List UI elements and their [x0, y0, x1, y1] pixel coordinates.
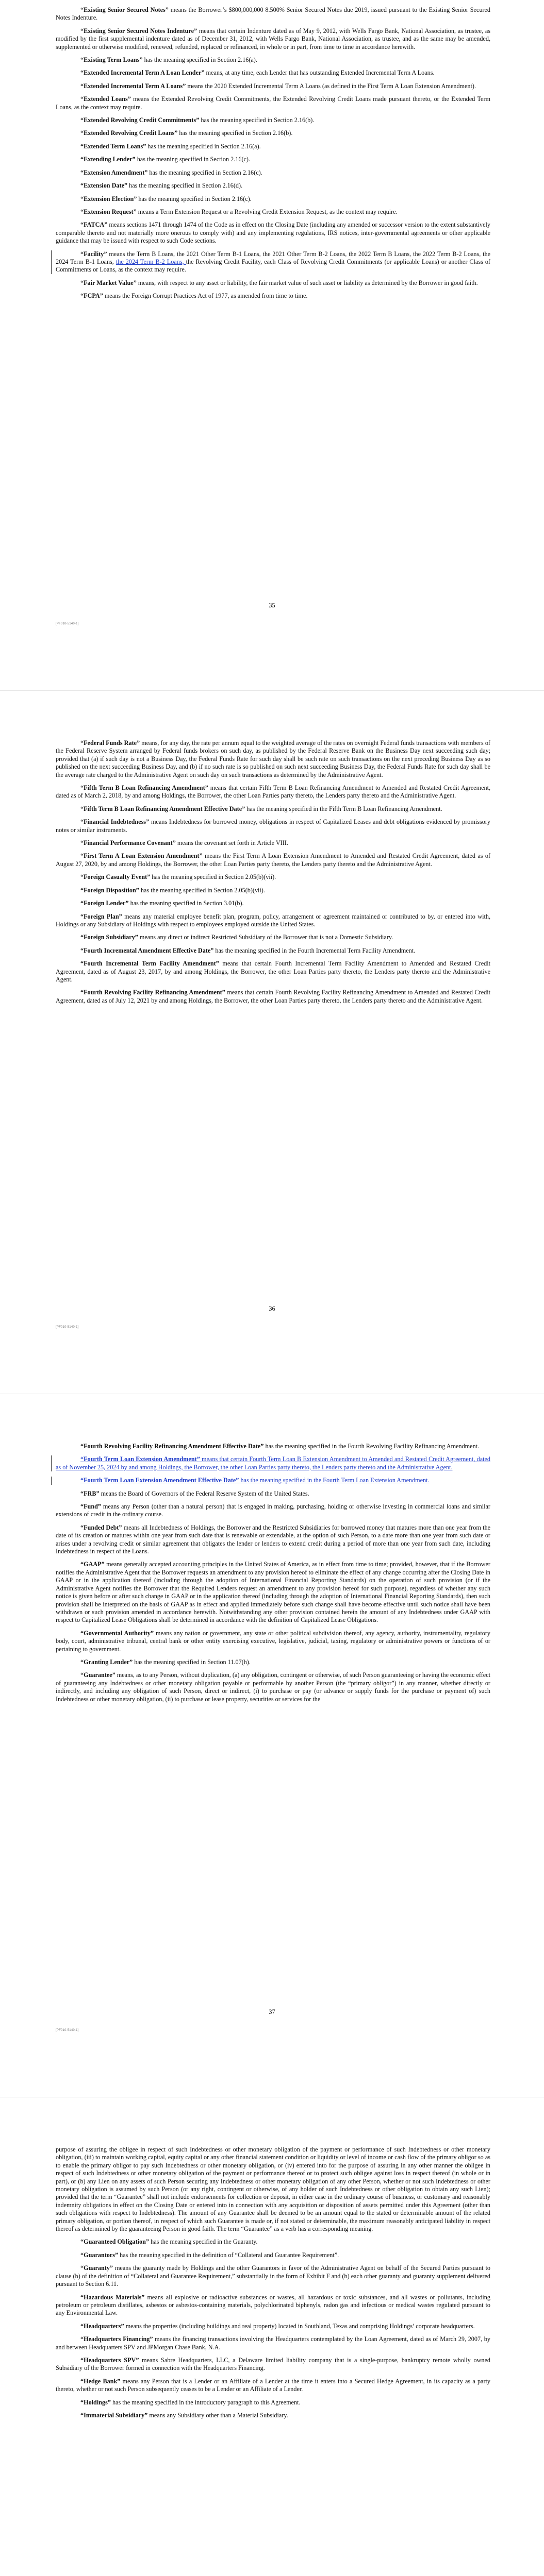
- definition-text: means any Person that is a Lender or an Affiliate of a Lender at the time it enters into a Secured Hedge Agreement, in its capacity as a party thereto, whether or not such Person subsequently ceases to be a Lender or an Affiliate of a Lender.: [56, 2377, 490, 2393]
- defined-term: “Extended Revolving Credit Loans”: [80, 129, 178, 137]
- defined-term: “Fourth Revolving Facility Refinancing Amendment Effective Date”: [80, 1443, 264, 1450]
- definition-text: has the meaning specified in Section 2.16(c).: [137, 195, 252, 202]
- definition: [56, 116, 490, 124]
- document-id: [PF010-5140-1]: [56, 2029, 79, 2032]
- defined-term-text: Fund: [84, 1503, 98, 1511]
- defined-term-text: Headquarters Financing: [84, 2335, 150, 2343]
- defined-term-text: Extended Incremental Term A Loan Lender: [84, 69, 202, 77]
- defined-term: “Existing Term Loans”: [80, 56, 143, 64]
- page-number: 37: [269, 2008, 275, 2015]
- definition-text: means that certain Indenture dated as of May 9, 2012, with Wells Fargo Bank, National Association, as trustee, as modified by the first supplemental indenture dated as of December 31, 2012, with Wells Fargo Bank, National Association, as trustee, and as the same may be amended, supplemented or otherwise modified, renewed, refunded, replaced or refinanced, in whole or in part, from time to time in accordance herewith.: [56, 27, 490, 50]
- defined-term-text: Headquarters SPV: [84, 2356, 136, 2364]
- defined-term: “GAAP”: [80, 1561, 105, 1568]
- defined-term-text: Guaranteed Obligation: [84, 2238, 146, 2246]
- defined-term: “Fair Market Value”: [80, 279, 137, 286]
- definition-text: means the Borrower’s $800,000,000 8.500% Senior Secured Notes due 2019, issued pursuant to the Existing Senior Secured Notes Indenture.: [56, 6, 490, 22]
- defined-term: “Guaranteed Obligation”: [80, 2238, 150, 2246]
- definition-text: the Revolving Credit Facility, each Class of Revolving Credit Commitments (or applicable Loans) or another Class of Commitments or Loans, as the context may require.: [56, 258, 490, 274]
- defined-term-text: FATCA: [84, 221, 105, 229]
- defined-term: “Granting Lender”: [80, 1658, 133, 1666]
- definition-text: means, as to any Person, without duplication, (a) any obligation, contingent or otherwise, of such Person guaranteeing or having the economic effect of guaranteeing any Indebtedness or other monetary obligation payable or performable by another Person (the “primary obligor”) in any manner, whether directly or indirectly, and including any obligation of such Person, direct or indirect, (i) to purchase or pay (or advance or supply funds for the purchase or payment of) such Indebtedness or other monetary obligation, (ii) to purchase or lease property, securities or services for the: [56, 1671, 490, 1703]
- page-number: 36: [269, 1305, 275, 1312]
- definition: [56, 1490, 490, 1498]
- definition: [56, 156, 490, 163]
- defined-term: “Extended Incremental Term A Loan Lender”: [80, 69, 205, 77]
- defined-term: “Headquarters SPV”: [80, 2356, 139, 2364]
- definition: [56, 208, 490, 216]
- defined-term-text: Fourth Incremental Term Facility Amendment: [84, 960, 216, 968]
- definition-text: means the First Term A Loan Extension Amendment to Amended and Restated Credit Agreement, dated as of August 27, 2020, by and among Holdings, the Borrower, the other Loan Parties party thereto, the Lenders party thereto and the Administrative Agent.: [56, 852, 491, 868]
- definition-text: means sections 1471 through 1474 of the Code as in effect on the Closing Date (including any amended or successor version to the extent substantively comparable thereto and not materially more onerous to comply with) and any implementing regulations, IRS notices, inter-governmental agreements or other applicable guidance that may be issued with respect to such Code sections.: [56, 221, 490, 245]
- defined-term-text: Extended Term Loans: [84, 142, 143, 150]
- defined-term: “Federal Funds Rate”: [80, 739, 140, 747]
- definition: [56, 1561, 490, 1624]
- defined-term: “Financial Performance Covenant”: [80, 839, 176, 847]
- defined-term: “FCPA”: [80, 292, 103, 300]
- definition-text: means the Extended Revolving Credit Commitments, the Extended Revolving Credit Loans made pursuant thereto, or the Extended Term Loans, as the context may require.: [56, 95, 490, 111]
- definition: [56, 1671, 490, 1703]
- defined-term-text: Fourth Term Loan Extension Amendment Effective Date: [84, 1477, 236, 1484]
- defined-term: “Foreign Disposition”: [80, 886, 139, 894]
- page-35: [0, 0, 544, 690]
- definition-text: purpose of assuring the obligee in respect of such Indebtedness or other monetary obligation of the payment or performance of such Indebtedness or other monetary obligation, (iii) to maintain working capital, equity capital or any other financial statement condition or liquidity or level of income or cash flow of the primary obligor so as to enable the primary obligor to pay such Indebtedness or other monetary obligation, or (iv) entered into for the purpose of assuring in any other manner the obligee in respect of such Indebtedness or other monetary obligation of the payment or performance thereof or to protect such obligee against loss in respect thereof (in whole or in part), or (b) any Lien on any assets of such Person securing any Indebtedness or other monetary obligation of any other Person, whether or not such Indebtedness or other monetary obligation is assumed by such Person (or any right, contingent or otherwise, of any holder of such Indebtedness or other obligation to obtain any such Lien); provided that the term “Guarantee” shall not include endorsements for collection or deposit, in either case in the ordinary course of business, or customary and reasonably indemnity obligations in effect on the Closing Date or entered into in connection with any acquisition or disposition of assets permitted under this Agreement (other than such obligations with respect to Indebtedness). The amount of any Guarantee shall be deemed to be an amount equal to the stated or determinable amount of the related primary obligation, or portion thereof, in respect of which such Guarantee is made or, if not stated or determinable, the maximum reasonably anticipated liability in respect thereof as determined by the guaranteeing Person in good faith. The term “Guarantee” as a verb has a corresponding meaning.: [56, 2146, 490, 2233]
- defined-term: “Governmental Authority”: [80, 1629, 154, 1637]
- definition-text: means all Indebtedness of Holdings, the Borrower and the Restricted Subsidiaries for borrowed money that matures more than one year from the date of its creation or matures within one year from such date that is renewable or extendable, at the option of such Person, to a date more than one year from such date or arises under a revolving credit or similar agreement that obligates the lender or lenders to extend credit during a period of more than one year from such date, including Indebtedness in respect of the Loans.: [56, 1523, 490, 1555]
- defined-term: “Extended Loans”: [80, 95, 131, 103]
- definition-continuation: [56, 2146, 490, 2233]
- defined-term: “Existing Senior Secured Notes Indenture”: [80, 27, 197, 35]
- definition: [56, 839, 490, 847]
- defined-term: “Foreign Lender”: [80, 900, 129, 907]
- defined-term-text: Financial Performance Covenant: [84, 839, 173, 847]
- definition-text: means generally accepted accounting principles in the United States of America, as in effect from time to time; provided, however, that if the Borrower notifies the Administrative Agent that the Borrower requests an amendment to any provision hereof to eliminate the effect of any change occurring after the Closing Date in GAAP or in the application thereof (including through the adoption of International Financial Reporting Standards) on the operation of such provision (or if the Administrative Agent notifies the Borrower that the Required Lenders request an amendment to any provision hereof for such purpose), regardless of whether any such notice is given before or after such change in GAAP or in the application thereof (including through the adoption of International Financial Reporting Standards), then such provision shall be interpreted on the basis of GAAP as in effect and applied immediately before such change shall have become effective until such notice shall have been withdrawn or such provision amended in accordance herewith. Notwithstanding any other provision contained herein the amount of any Indebtedness under GAAP with respect to Capitalized Lease Obligations shall be determined in accordance with the definition of Capitalized Lease Obligations.: [56, 1561, 490, 1624]
- defined-term-text: FRB: [84, 1489, 96, 1497]
- definition: [56, 1443, 490, 1450]
- defined-term: “Fourth Term Loan Extension Amendment Effective Date”: [80, 1477, 239, 1484]
- defined-term-text: Hedge Bank: [84, 2377, 118, 2385]
- defined-term: “Extended Term Loans”: [80, 142, 146, 150]
- defined-term-text: First Term A Loan Extension Amendment: [84, 852, 200, 860]
- definition: [56, 129, 490, 137]
- definition: [56, 2294, 490, 2317]
- definition-text: has the meaning specified in the introductory paragraph to this Agreement.: [110, 2398, 301, 2406]
- defined-term-text: Extension Election: [84, 195, 134, 202]
- defined-term-text: Guaranty: [84, 2264, 110, 2272]
- definition: [56, 960, 490, 984]
- definition: [56, 2378, 490, 2394]
- definition: [56, 182, 490, 190]
- defined-term-text: Foreign Plan: [84, 912, 119, 920]
- defined-term: “Extension Amendment”: [80, 168, 148, 176]
- defined-term: “Immaterial Subsidiary”: [80, 2411, 148, 2419]
- defined-term: “Foreign Plan”: [80, 912, 122, 920]
- defined-term-text: Extension Amendment: [84, 168, 145, 176]
- defined-term-text: FCPA: [84, 292, 100, 300]
- definition: [56, 989, 490, 1005]
- defined-term-text: Granting Lender: [84, 1658, 130, 1666]
- definition: [56, 1503, 490, 1519]
- defined-term-text: Extending Lender: [84, 156, 133, 163]
- definition: [56, 852, 490, 868]
- definition-text: has the meaning specified in the Fourth Revolving Facility Refinancing Amendment.: [263, 1443, 480, 1450]
- definition-text: means that certain Fourth Incremental Term Facility Amendment to Amended and Restated Credit Agreement, dated as of August 23, 2017, by and among Holdings, the Borrower, the other Loan Parties party thereto, the Lenders party thereto and the Administrative Agent.: [56, 960, 490, 983]
- definition: [56, 169, 490, 177]
- document-id: [PF010-5140-1]: [56, 622, 79, 625]
- defined-term: “Existing Senior Secured Notes”: [80, 6, 169, 13]
- definition-text: has the meaning specified in Section 2.16(b).: [177, 129, 293, 137]
- definition: [56, 292, 490, 300]
- defined-term: “First Term A Loan Extension Amendment”: [80, 852, 203, 860]
- definition: [56, 887, 490, 894]
- defined-term: “Extended Incremental Term A Loans”: [80, 82, 186, 90]
- defined-term-text: Governmental Authority: [84, 1629, 151, 1637]
- definition-text: has the meaning specified in Section 2.16(c).: [135, 156, 251, 163]
- definition-text: has the meaning specified in the Guaranty.: [149, 2238, 258, 2246]
- defined-term: “Financial Indebtedness”: [80, 818, 150, 826]
- defined-term: “Fourth Term Loan Extension Amendment”: [80, 1455, 200, 1463]
- defined-term-text: Extension Request: [84, 208, 134, 215]
- defined-term-text: Headquarters: [84, 2322, 121, 2330]
- defined-term: “Foreign Casualty Event”: [80, 873, 151, 881]
- defined-term: “FATCA”: [80, 221, 108, 229]
- defined-term-text: Fourth Revolving Facility Refinancing Amendment: [84, 989, 222, 996]
- definition-text: means a Term Extension Request or a Revolving Credit Extension Request, as the context may require.: [136, 208, 398, 215]
- definition-text: has the meaning specified in Section 2.16(a).: [146, 142, 261, 150]
- definition: [56, 2399, 490, 2406]
- defined-term: “Holdings”: [80, 2398, 111, 2406]
- definition-text: has the meaning specified in the Fourth Incremental Term Facility Amendment.: [213, 946, 416, 954]
- definition-text: means the financing transactions involving the Headquarters contemplated by the Loan Agreement, dated as of March 29, 2007, by and between Headquarters SPV and JPMorgan Chase Bank, N.A.: [56, 2335, 490, 2351]
- defined-term: “Headquarters”: [80, 2322, 124, 2330]
- definition-text: has the meaning specified in the definition of “Collateral and Guarantee Requirement”.: [118, 2251, 339, 2259]
- defined-term: “Fifth Term B Loan Refinancing Amendment Effective Date”: [80, 805, 245, 812]
- defined-term-text: Funded Debt: [84, 1523, 119, 1531]
- definition: [56, 818, 490, 834]
- definition-text: means, at any time, each Lender that has outstanding Extended Incremental Term A Loans.: [204, 69, 435, 77]
- definition: [56, 873, 490, 881]
- definition: [56, 82, 490, 90]
- definition: [56, 2323, 490, 2330]
- defined-term: “Extending Lender”: [80, 156, 136, 163]
- defined-term: “Fifth Term B Loan Refinancing Amendment”: [80, 784, 208, 792]
- definition: [56, 913, 490, 929]
- defined-term-text: Financial Indebtedness: [84, 818, 146, 826]
- definition-text: means the 2020 Extended Incremental Term A Loans (as defined in the First Term A Loan Extension Amendment).: [186, 82, 476, 90]
- defined-term: “Guarantee”: [80, 1671, 116, 1679]
- defined-term-text: Guarantors: [84, 2251, 116, 2259]
- defined-term: “Fourth Incremental Amendment Effective Date”: [80, 946, 214, 954]
- defined-term-text: Existing Senior Secured Notes Indenture: [84, 27, 194, 35]
- defined-term: “Hedge Bank”: [80, 2377, 121, 2385]
- page-number: 35: [269, 602, 275, 609]
- inserted-definition: [56, 1455, 490, 1471]
- defined-term: “FRB”: [80, 1489, 100, 1497]
- definition: [56, 2412, 490, 2419]
- definition: [56, 2251, 490, 2259]
- definition-text: has the meaning specified in Section 11.07(h).: [133, 1658, 251, 1666]
- defined-term-text: Extended Revolving Credit Commitments: [84, 116, 196, 124]
- definition-text: means, for any day, the rate per annum equal to the weighted average of the rates on overnight Federal funds transactions with members of the Federal Reserve System arranged by Federal funds brokers on such day, as published by the Federal Reserve Bank on the Business Day next succeeding such day; provided that (a) if such day is not a Business Day, the Federal Funds Rate for such day shall be such rate on such transactions on the next preceding Business Day as so published on the next succeeding Business Day, and (b) if no such rate is so published on such next succeeding Business Day, the Federal Funds Rate for such day shall be the average rate charged to the Administrative Agent on such day on such transactions as determined by the Administrative Agent.: [56, 739, 490, 778]
- definition-text: has the meaning specified in Section 2.05(b)(vii).: [139, 886, 265, 894]
- definition-text: means the covenant set forth in Article VIII.: [175, 839, 288, 847]
- definition: [56, 250, 490, 274]
- defined-term-text: Facility: [84, 250, 104, 258]
- page-36: [0, 690, 544, 1394]
- definition: [56, 934, 490, 941]
- defined-term-text: GAAP: [84, 1561, 102, 1568]
- definition: [56, 195, 490, 203]
- defined-term: “Extension Request”: [80, 208, 137, 215]
- definition-text: means any nation or government, any state or other political subdivision thereof, any agency, authority, instrumentality, regulatory body, court, administrative tribunal, central bank or other entity exercising executive, legislative, judicial, taxing, regulatory or administrative powers or functions of or pertaining to government.: [56, 1629, 490, 1653]
- inserted-text: has the meaning specified in the Fourth Term Loan Extension Amendment.: [239, 1477, 430, 1484]
- defined-term-text: Fifth Term B Loan Refinancing Amendment Effective Date: [84, 805, 242, 812]
- defined-term-text: Fourth Incremental Amendment Effective Date: [84, 946, 211, 954]
- definition-text: means the Foreign Corrupt Practices Act of 1977, as amended from time to time.: [103, 292, 308, 300]
- definition-text: means the guaranty made by Holdings and the other Guarantors in favor of the Administrative Agent on behalf of the Secured Parties pursuant to clause (b) of the definition of “Collateral and Guarantee Requirement,” substantially in the form of Exhibit F and (b) each other guaranty and guaranty supplement delivered pursuant to Section 6.11.: [56, 2264, 490, 2288]
- defined-term: “Fund”: [80, 1503, 101, 1511]
- definition-text: means any Person (other than a natural person) that is engaged in making, purchasing, holding or otherwise investing in commercial loans and similar extensions of credit in the ordinary course.: [56, 1503, 490, 1518]
- change-bar: [51, 1477, 52, 1484]
- definition-text: means, with respect to any asset or liability, the fair market value of such asset or liability as determined by the Borrower in good faith.: [136, 279, 478, 286]
- definition-text: means any direct or indirect Restricted Subsidiary of the Borrower that is not a Domestic Subsidiary.: [138, 934, 393, 941]
- defined-term: “Guarantors”: [80, 2251, 119, 2259]
- definition: [56, 739, 490, 779]
- defined-term-text: Fourth Term Loan Extension Amendment: [84, 1455, 197, 1463]
- definition: [56, 805, 490, 813]
- defined-term-text: Fourth Revolving Facility Refinancing Amendment Effective Date: [84, 1443, 261, 1450]
- definition: [56, 1524, 490, 1556]
- inserted-text: means that certain Fourth Term Loan B Extension Amendment to Amended and Restated Credit Agreement, dated as of November 25, 2024 by and among Holdings, the Borrower, the other Loan Parties party thereto, the Lenders party thereto and the Administrative Agent.: [56, 1455, 491, 1471]
- change-bar: [51, 250, 52, 274]
- defined-term: “Extension Election”: [80, 195, 137, 202]
- defined-term-text: Holdings: [84, 2398, 108, 2406]
- defined-term-text: Foreign Lender: [84, 900, 126, 907]
- defined-term: “Extension Date”: [80, 182, 128, 190]
- definition-text: has the meaning specified in Section 2.16(d).: [127, 182, 243, 190]
- page-37: [0, 1394, 544, 2097]
- defined-term-text: Immaterial Subsidiary: [84, 2411, 145, 2419]
- definition-text: means any Subsidiary other than a Material Subsidiary.: [147, 2411, 288, 2419]
- definition: [56, 6, 490, 22]
- definition: [56, 143, 490, 150]
- definition: [56, 221, 490, 245]
- definition: [56, 1658, 490, 1666]
- definition-text: means that certain Fourth Revolving Facility Refinancing Amendment to Amended and Restated Credit Agreement, dated as of July 12, 2021 by and among Holdings, the Borrower, the other Loan Parties party thereto, the Lenders party thereto and the Administrative Agent.: [56, 989, 491, 1004]
- defined-term: “Facility”: [80, 250, 107, 258]
- definition: [56, 69, 490, 77]
- definition-text: has the meaning specified in Section 3.01(b).: [128, 900, 244, 907]
- definition: [56, 1630, 490, 1653]
- defined-term: “Fourth Revolving Facility Refinancing Amendment”: [80, 989, 225, 996]
- definition: [56, 784, 490, 800]
- defined-term-text: Foreign Casualty Event: [84, 873, 147, 881]
- definition: [56, 947, 490, 955]
- defined-term-text: Hazardous Materials: [84, 2293, 142, 2301]
- inserted-definition: [56, 1477, 490, 1484]
- definition: [56, 27, 490, 51]
- defined-term: “Headquarters Financing”: [80, 2335, 153, 2343]
- defined-term-text: Guarantee: [84, 1671, 112, 1679]
- defined-term-text: Extension Date: [84, 182, 124, 190]
- definition-text: means the properties (including buildings and real property) located in Southland, Texas and comprising Holdings’ corporate headquarters.: [124, 2322, 475, 2330]
- change-bar: [51, 1455, 52, 1471]
- inserted-text: the 2024 Term B-2 Loans,: [116, 258, 186, 265]
- defined-term: “Extended Revolving Credit Commitments”: [80, 116, 200, 124]
- definition: [56, 2238, 490, 2246]
- definition-text: means Sabre Headquarters, LLC, a Delaware limited liability company that is a single-purpose, bankruptcy remote wholly owned Subsidiary of the Borrower formed in connection with the Headquarters Financing.: [56, 2356, 490, 2372]
- defined-term: “Foreign Subsidiary”: [80, 934, 138, 941]
- definition-text: has the meaning specified in Section 2.16(c).: [147, 168, 262, 176]
- definition: [56, 900, 490, 907]
- definition: [56, 2335, 490, 2351]
- definition-text: means Indebtedness for borrowed money, obligations in respect of Capitalized Leases and debt obligations evidenced by promissory notes or similar instruments.: [56, 818, 490, 834]
- defined-term-text: Foreign Subsidiary: [84, 934, 135, 941]
- definition: [56, 56, 490, 64]
- definition: [56, 95, 490, 111]
- defined-term-text: Existing Senior Secured Notes: [84, 6, 166, 13]
- definition-text: means any material employee benefit plan, program, policy, arrangement or agreement maintained or contributed to by, or entered into with, Holdings or any Subsidiary of Holdings with respect to employees employed outside the United States.: [56, 912, 490, 928]
- defined-term: “Funded Debt”: [80, 1523, 122, 1531]
- defined-term-text: Fifth Term B Loan Refinancing Amendment: [84, 784, 205, 792]
- defined-term: “Fourth Incremental Term Facility Amendment”: [80, 960, 219, 968]
- defined-term-text: Fair Market Value: [84, 279, 134, 286]
- page-38: [0, 2097, 544, 2576]
- defined-term-text: Extended Revolving Credit Loans: [84, 129, 175, 137]
- definition-text: means that certain Fifth Term B Loan Refinancing Amendment to Amended and Restated Credit Agreement, dated as of March 2, 2018, by and among Holdings, the Borrower, the other Loan Parties party thereto, the Lenders party thereto and the Administrative Agent.: [56, 784, 491, 800]
- defined-term-text: Federal Funds Rate: [84, 739, 137, 747]
- defined-term: “Guaranty”: [80, 2264, 113, 2272]
- definition-text: has the meaning specified in Section 2.05(b)(vii).: [150, 873, 276, 881]
- defined-term-text: Extended Loans: [84, 95, 128, 103]
- defined-term-text: Existing Term Loans: [84, 56, 140, 64]
- definition: [56, 2357, 490, 2372]
- definition-text: has the meaning specified in Section 2.16(b).: [199, 116, 315, 124]
- definition: [56, 279, 490, 287]
- defined-term-text: Extended Incremental Term A Loans: [84, 82, 183, 90]
- definition-text: has the meaning specified in the Fifth Term B Loan Refinancing Amendment.: [245, 805, 442, 812]
- defined-term: “Hazardous Materials”: [80, 2293, 145, 2301]
- definition-text: means all explosive or radioactive substances or wastes, all hazardous or toxic substances, and all wastes or pollutants, including petroleum or petroleum distillates, asbestos or asbestos-containing materials, polychlorinated biphenyls, radon gas and infectious or medical wastes regulated pursuant to any Environmental Law.: [56, 2293, 490, 2317]
- defined-term-text: Foreign Disposition: [84, 886, 136, 894]
- definition-text: means the Board of Governors of the Federal Reserve System of the United States.: [99, 1489, 309, 1497]
- definition-text: means the Term B Loans, the 2021 Other Term B-1 Loans, the 2021 Other Term B-2 Loans, the 2022 Term B Loans, the 2022 Term B-2 Loans, the 2024 Term B-1 Loans,: [56, 250, 490, 265]
- document-id: [PF010-5140-1]: [56, 1326, 79, 1329]
- definition-text: has the meaning specified in Section 2.16(a).: [142, 56, 257, 64]
- definition: [56, 2264, 490, 2288]
